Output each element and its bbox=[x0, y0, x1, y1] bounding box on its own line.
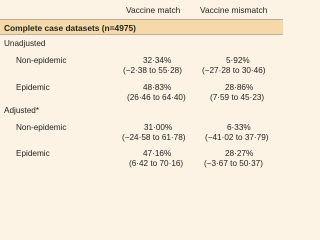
group-label-unadjusted: Unadjusted bbox=[4, 39, 46, 48]
match-estimate: 47·16% bbox=[143, 149, 172, 158]
match-estimate: 48·83% bbox=[143, 83, 172, 92]
row-label-non-epidemic: Non-epidemic bbox=[16, 123, 67, 132]
mismatch-ci: (−3·67 to 50·37) bbox=[204, 159, 263, 168]
mismatch-ci: (−41·02 to 37·79) bbox=[205, 133, 269, 142]
row-label-non-epidemic: Non-epidemic bbox=[16, 56, 67, 65]
mismatch-estimate: 28·27% bbox=[225, 149, 254, 158]
section-title: Complete case datasets (n=4975) bbox=[4, 23, 136, 33]
mismatch-ci: (7·59 to 45·23) bbox=[210, 93, 265, 102]
mismatch-estimate: 5·92% bbox=[226, 56, 250, 65]
match-estimate: 32·34% bbox=[143, 56, 172, 65]
mismatch-ci: (−27·28 to 30·46) bbox=[202, 66, 266, 75]
group-label-adjusted: Adjusted* bbox=[4, 106, 40, 115]
match-ci: (−24·58 to 61·78) bbox=[122, 133, 186, 142]
section-divider bbox=[0, 34, 283, 35]
match-ci: (−2·38 to 55·28) bbox=[123, 66, 182, 75]
match-ci: (6·42 to 70·16) bbox=[129, 159, 184, 168]
row-label-epidemic: Epidemic bbox=[16, 83, 50, 92]
match-ci: (26·46 to 64·40) bbox=[127, 93, 186, 102]
col-header-vaccine-match: Vaccine match bbox=[126, 5, 181, 15]
row-label-epidemic: Epidemic bbox=[16, 149, 50, 158]
mismatch-estimate: 6·33% bbox=[227, 123, 251, 132]
col-header-vaccine-mismatch: Vaccine mismatch bbox=[200, 5, 268, 15]
mismatch-estimate: 28·86% bbox=[225, 83, 254, 92]
match-estimate: 31·00% bbox=[144, 123, 173, 132]
